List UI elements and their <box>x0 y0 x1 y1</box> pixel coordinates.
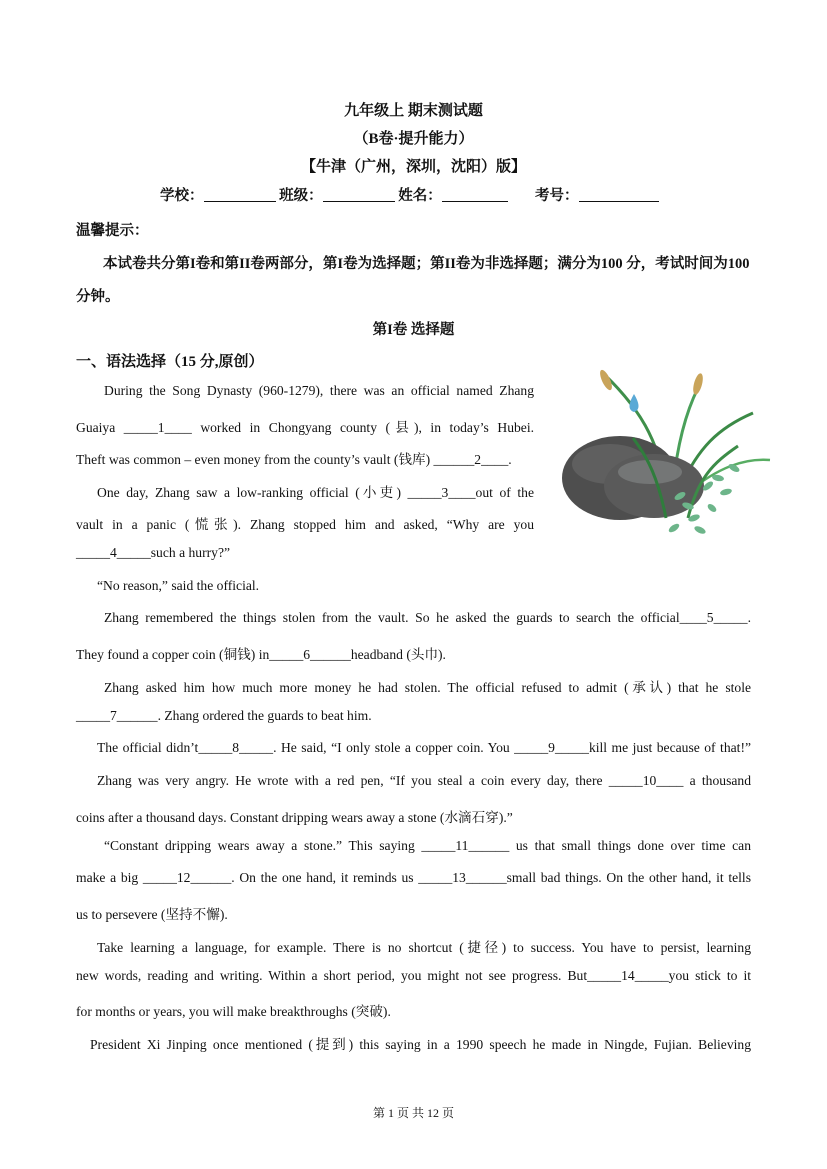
exam-edition: 【牛津（广州，深圳，沈阳）版】 <box>300 159 526 175</box>
passage-line: make a big _____12______. On the one hand, it reminds us _____13______small bad things. On the other hand, it tells <box>76 870 751 885</box>
school-label: 学校： <box>160 188 204 204</box>
passage-line: _____7______. Zhang ordered the guards to beat him. <box>76 708 372 723</box>
passage-line: vault in a panic (慌张). Zhang stopped him and asked, “Why are you <box>76 517 534 532</box>
student-info-line <box>160 184 659 205</box>
section-title: 第I卷 选择题 <box>372 322 455 338</box>
passage-line: Zhang remembered the things stolen from the vault. So he asked the guards to search the official____5_____. <box>104 610 751 625</box>
passage-line: us to persevere (坚持不懈). <box>76 907 228 922</box>
passage-line: President Xi Jinping once mentioned (提到) this saying in a 1990 speech he made in Ningde, Fujian. Believing <box>90 1037 751 1052</box>
number-label: 考号： <box>535 188 579 204</box>
school-blank <box>204 187 276 202</box>
passage-line: Zhang asked him how much more money he had stolen. The official refused to admit (承认) that he stole <box>104 680 751 695</box>
part-title: 一、语法选择（15 分,原创） <box>76 354 264 370</box>
tips-title: 温馨提示： <box>76 223 149 239</box>
name-blank <box>442 187 508 202</box>
passage-line: Guaiya _____1____ worked in Chongyang county (县), in today’s Hubei. <box>76 420 534 435</box>
name-label: 姓名： <box>398 188 442 204</box>
passage-line: Theft was common – even money from the county’s vault (钱库) ______2____. <box>76 452 512 467</box>
passage-line: Zhang was very angry. He wrote with a red pen, “If you steal a coin every day, there _____10____ a thousand <box>97 773 751 788</box>
passage-line: One day, Zhang saw a low-ranking official (小吏) _____3____out of the <box>97 485 534 500</box>
page-footer: 第 1 页 共 12 页 <box>372 1106 454 1120</box>
passage-line: The official didn’t_____8_____. He said, “I only stole a copper coin. You _____9_____kill me just because of that!” <box>97 740 751 755</box>
passage-line: _____4_____such a hurry?” <box>76 545 231 560</box>
passage-line: During the Song Dynasty (960-1279), there was an official named Zhang <box>104 383 534 398</box>
passage-line: They found a copper coin (铜钱) in_____6______headband (头巾). <box>76 647 446 662</box>
passage-line: for months or years, you will make breakthroughs (突破). <box>76 1004 391 1019</box>
passage-line: Take learning a language, for example. There is no shortcut (捷径) to success. You have to persist, learning <box>97 940 751 955</box>
passage-line: coins after a thousand days. Constant dripping wears away a stone (水滴石穿).” <box>76 810 513 825</box>
passage-line: “Constant dripping wears away a stone.” This saying _____11______ us that small things done over time can <box>104 838 751 853</box>
tips-line-1: 本试卷共分第I卷和第II卷两部分，第I卷为选择题；第II卷为非选择题；满分为100 分，考试时间为100 <box>103 256 750 272</box>
number-blank <box>579 187 659 202</box>
class-blank <box>323 187 395 202</box>
exam-subtitle: （B卷·提升能力） <box>353 131 474 147</box>
class-label: 班级： <box>279 188 323 204</box>
passage-line: new words, reading and writing. Within a short period, you might not see progress. But_____14_____you stick to it <box>76 968 751 983</box>
stones-plant-illustration <box>548 368 774 544</box>
exam-title: 九年级上 期末测试题 <box>344 103 483 119</box>
tips-line-2: 分钟。 <box>76 289 120 305</box>
passage-line: “No reason,” said the official. <box>97 578 260 593</box>
